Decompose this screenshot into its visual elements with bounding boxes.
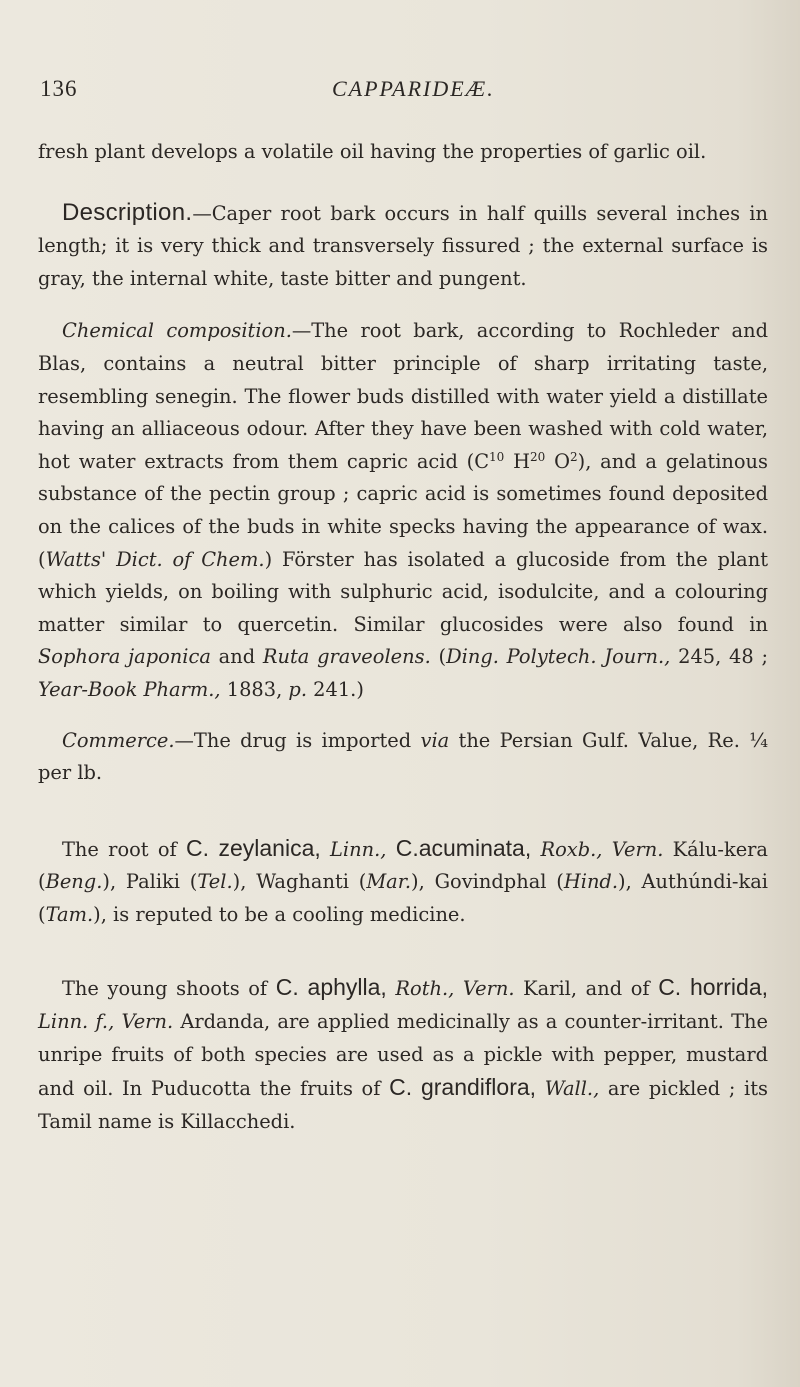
running-title: CAPPARIDEÆ. [332, 76, 495, 101]
chemical-text-9: 1883, [220, 677, 289, 701]
paragraph-commerce [38, 725, 768, 790]
formula-superscript-carbon: 10 [489, 449, 505, 464]
language-tam: Tam. [45, 902, 94, 926]
formula-superscript-hydrogen: 20 [530, 449, 546, 464]
chemical-text-3: O [545, 449, 570, 473]
vernacular-label: Vern. [602, 837, 664, 861]
language-hind: Hind. [563, 870, 619, 894]
page-body [38, 136, 768, 1138]
authority-roth: Roth., [386, 977, 455, 1001]
species-c-horrida: C. horrida, [658, 974, 769, 1001]
reference-year-book: Year-Book Pharm., [38, 677, 221, 701]
root-text-8: ), is reputed to be a cooling medicine. [93, 902, 466, 926]
shoots-text-2: Karil, and of [514, 977, 659, 1001]
chemical-text-8: 245, 48 ; [670, 645, 769, 669]
root-text-5: ), Waghanti ( [232, 870, 367, 894]
reference-page-abbrev: p. [288, 677, 307, 701]
root-text-3: Kálu-kera ( [38, 837, 768, 894]
paragraph-fresh-plant: fresh plant develops a volatile oil having the properties of garlic oil. [38, 140, 707, 163]
species-c-aphylla: C. aphylla, [275, 974, 387, 1001]
chemical-text-2: H [504, 449, 531, 473]
shoots-text-3: Ardanda, are applied medicinally as a counter-irritant. The unripe fruits of both species are used as a pickle with pepper, mustard and oil. In Puducotta the fruits of [38, 1010, 768, 1101]
root-text-7: ), Authúndi-kai ( [38, 870, 768, 926]
commerce-via: via [420, 728, 450, 752]
language-beng: Beng. [45, 870, 103, 894]
shoots-text-1: The young shoots of [62, 977, 276, 1001]
authority-linn-f: Linn. f., [38, 1010, 115, 1034]
authority-roxb: Roxb., [531, 837, 603, 861]
formula-superscript-oxygen: 2 [570, 449, 578, 464]
species-c-zeylanica: C. zeylanica, [185, 834, 321, 861]
chemical-text-10: 241.) [307, 677, 364, 701]
root-text-6: ), Govindphal ( [411, 870, 564, 894]
description-heading: Description. [62, 198, 193, 226]
species-sophora-japonica: Sophora japonica [38, 645, 211, 669]
paragraph-root [38, 832, 768, 932]
shoots-text-4: are pickled ; its Tamil name is Killacchedi. [38, 1077, 768, 1133]
root-text-2 [386, 838, 395, 861]
page-number: 136 [40, 76, 78, 101]
language-tel: Tel. [197, 870, 233, 894]
commerce-text-1: —The drug is imported [174, 728, 421, 752]
root-text-4: ), Paliki ( [102, 870, 198, 894]
commerce-heading: Commerce. [62, 728, 175, 752]
chemical-text-5: ) Förster has isolated a glucoside from the plant which yields, on boiling with sulphuric acid, isodulcite, and a colouring matter similar to quercetin. Similar glucosides were also found in [38, 547, 768, 636]
vernacular-label: Vern. [454, 977, 515, 1001]
species-c-grandiflora: C. grandiflora, [389, 1074, 537, 1101]
chemical-text-4: ), and a gelatinous substance of the pectin group ; capric acid is sometimes found deposited on the calices of the buds in white specks having the appearance of wax. ( [38, 449, 768, 571]
chemical-text-7: ( [430, 645, 447, 669]
reference-watts-dict: Watts' Dict. of Chem. [45, 547, 265, 571]
species-c-acuminata: C.acuminata, [395, 834, 532, 861]
chemical-text-1: —The root bark, according to Rochleder and Blas, contains a neutral bitter principle of sharp irritating taste, resembling senegin. The flower buds distilled with water yield a distillate having an alliaceous odour. After they have been washed with cold water, hot water extracts from them capric acid (C [38, 319, 768, 473]
chemical-text-6: and [210, 645, 263, 669]
paragraph-young-shoots [38, 971, 768, 1138]
description-text: —Caper root bark occurs in half quills several inches in length; it is very thick and transversely fissured ; the external surface is gray, the internal white, taste bitter and pungent. [38, 201, 768, 290]
authority-wall: Wall., [536, 1077, 600, 1101]
vernacular-label: Vern. [114, 1010, 174, 1034]
paragraph-chemical-composition [38, 315, 768, 706]
root-text-1: The root of [62, 837, 186, 861]
chemical-heading: Chemical composition. [62, 319, 292, 343]
species-ruta-graveolens: Ruta graveolens. [262, 645, 431, 669]
commerce-text-2: the Persian Gulf. Value, Re. ¼ per lb. [38, 728, 768, 785]
reference-polytech-journ: Ding. Polytech. Journ., [446, 645, 671, 669]
running-head [40, 76, 768, 106]
authority-linn: Linn., [320, 837, 387, 861]
language-mar: Mar. [366, 870, 412, 894]
paragraph-description [38, 197, 768, 296]
